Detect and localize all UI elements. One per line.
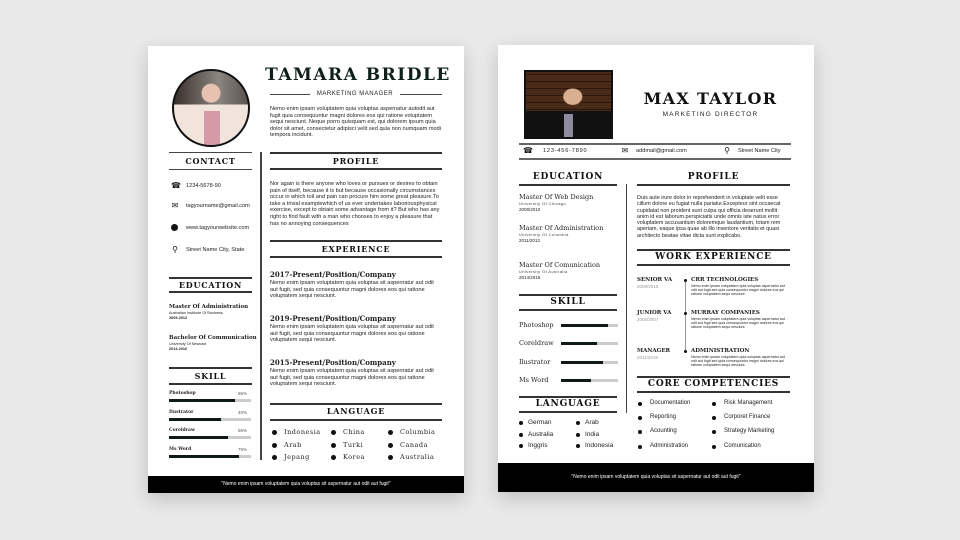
resume-tamara-bridle: [148, 46, 464, 493]
address-text: Street Name City: [738, 148, 781, 154]
bullet-icon: [331, 430, 336, 435]
bullet-icon: [519, 421, 523, 425]
education-years: 2011/2013: [519, 238, 540, 243]
work-text: Nemo enim ipsam voluptatem quia voluptas aspernatur aut odit aut fugit sed quia consequuntur magni dolores eos qui ratione voluptatem sequi nesciunt.: [691, 355, 785, 368]
skill-name: Ms Word: [169, 446, 192, 452]
education-years: 2014-2016: [169, 347, 188, 351]
bullet-icon: [638, 445, 642, 449]
bullet-icon: [272, 455, 277, 460]
skill-name: Coreldraw: [519, 339, 554, 348]
education-degree: Master Of Web Design: [519, 193, 594, 201]
experience-title: 2015-Present/Position/Company: [270, 358, 396, 367]
language-item: Korea: [343, 453, 365, 461]
skill-name: Ms Word: [519, 375, 549, 384]
contact-email: tagyourname@gmail.com: [186, 203, 250, 209]
work-company: CRR TECHNOLOGIES: [691, 277, 759, 283]
bullet-icon: [576, 421, 580, 425]
resume-max-taylor: [498, 45, 814, 492]
language-item: China: [343, 428, 365, 436]
footer-quote: "Nemo enim ipsam voluptatem quia voluptas sit aspernatur aut odit aut fugit": [498, 463, 814, 492]
intro-text: Nemo enim ipsam voluptatem quia voluptas aspernatur autodit aut fugit quia consequuntur magni dolores eos qui ratione voluptatem sequi nesciunt. Neque porro quisquam est, qui dolorem ipsum quia dolor sit amet, consectetur adipisci velit sed quia non numquam modi tempora incidunt.: [270, 106, 442, 139]
work-experience-heading: WORK EXPERIENCE: [655, 252, 772, 262]
education-heading: EDUCATION: [178, 280, 243, 290]
bullet-icon: [712, 445, 716, 449]
contact-address: Street Name City, State: [186, 247, 245, 253]
skill-percent: 75%: [238, 446, 248, 452]
language-item: India: [585, 430, 600, 438]
contact-phone: 1234-5678-90: [186, 183, 221, 189]
profile-text: Nor again is there anyone who loves or pursues or desires to obtain pain of itself, because it is but because occasionally circumstances occur in which toil and pain can procure him some great pleasure.To take a trivial examplewhich of us ever undertakes laboriousphysical exercise, except to obtain some advantage from it? But who has any right to find fault with a man who chooses to enjoy a pleasure that has no annoying consequences: [270, 181, 440, 227]
skill-percent: 65%: [238, 391, 248, 396]
name-heading: TAMARA BRIDLE: [265, 65, 451, 85]
bullet-icon: [576, 444, 580, 448]
education-heading: EDUCATION: [532, 172, 604, 182]
bullet-icon: [638, 416, 642, 420]
work-role: MANAGER: [637, 348, 671, 354]
skill-heading: SKILL: [550, 297, 586, 307]
experience-text: Nemo enim ipsam voluptatem quia voluptas sit aspernatur aut odit aut fugit, sed quia consequuntur magni dolores eos qui ratione voluptatem sequi nesciunt.: [270, 280, 434, 300]
language-item: Canada: [400, 440, 428, 449]
language-item: Arab: [585, 419, 599, 426]
experience-text: Nemo enim ipsam voluptatem quia voluptas sit aspernatur aut odit aut fugit, sed quia consequuntur magni dolores eos qui ratione voluptatem sequi nesciunt.: [270, 324, 434, 344]
bullet-icon: [388, 455, 393, 460]
work-text: Nemo enim ipsam voluptatem quia voluptas aspernatur aut odit aut fugit sed quia consequuntur magni dolores eos qui ratione voluptatem sequi nesciunt.: [691, 284, 785, 297]
education-school: University Of Australia: [519, 269, 568, 274]
competency-item: Strategy Marketing: [724, 428, 775, 435]
bullet-icon: [331, 443, 336, 448]
language-item: Columbia: [400, 428, 436, 436]
skill-percent: 40%: [238, 409, 248, 415]
bullet-icon: [712, 402, 716, 406]
skill-bar: [561, 342, 618, 345]
profile-text: Duis aute irure dolor in reprehenderit in voluptate velit esse cillum dolore eu fugiat nulla pariatur.Excepteur sint occaecat cupidatat non proident sunt culpa qui officia deserunt mollit anim id est laborum.perspiciatis unde omnis iste natus error voluptatem accusantium doloremque laudantium, totam rem aperiam, eaque ipsa quae ab illo inventore veritatis et quasi architecto beatae vitae dicta sunt explicabo.: [637, 195, 781, 239]
mail-icon: ✉: [171, 201, 179, 210]
skill-heading: SKILL: [194, 371, 227, 381]
language-item: Indonesia: [284, 428, 321, 436]
globe-icon: [171, 224, 178, 231]
location-pin-icon: ⚲: [172, 245, 178, 254]
language-item: Inggris: [528, 442, 548, 449]
competency-item: Acounting: [650, 428, 677, 435]
language-item: German: [528, 419, 552, 426]
timeline-dot: [684, 279, 687, 282]
work-role: SENIOR VA: [637, 277, 673, 283]
timeline-dot: [684, 350, 687, 353]
education-school: Australian Institude Of Business: [169, 311, 223, 315]
bullet-icon: [388, 443, 393, 448]
skill-percent: 55%: [238, 428, 248, 433]
language-item: Turki: [343, 440, 364, 449]
education-school: University Of Newcast: [169, 342, 207, 346]
work-years: 2005/2007: [637, 317, 659, 322]
bullet-icon: [576, 433, 580, 437]
bullet-icon: [272, 430, 277, 435]
language-item: Arab: [284, 440, 302, 449]
skill-name: Coreldraw: [169, 428, 195, 433]
bullet-icon: [272, 443, 277, 448]
contact-website: www.tagyourwebsite.com: [186, 225, 250, 231]
skill-name: Ilustrator: [519, 357, 551, 366]
timeline-dot: [684, 312, 687, 315]
phone-icon: ☎: [523, 146, 533, 155]
email-text: addmail@gmail.com: [636, 148, 687, 154]
work-text: Nemo enim ipsam voluptatem quia voluptas aspernatur aut odit aut fugit sed quia consequuntur magni dolores eos qui ratione voluptatem sequi nesciunt.: [691, 317, 785, 330]
skill-bar: [169, 399, 251, 402]
education-years: 2009-2012: [169, 316, 188, 320]
bullet-icon: [519, 444, 523, 448]
experience-title: 2019-Present/Position/Company: [270, 314, 396, 323]
competency-item: Corporet Finance: [724, 414, 771, 421]
education-degree: Master Of Administration: [169, 304, 249, 310]
bullet-icon: [638, 402, 642, 406]
education-degree: Bachelor Of Communication: [169, 335, 257, 341]
skill-bar: [561, 361, 618, 364]
job-title: MARKETING DIRECTOR: [662, 111, 759, 118]
contact-heading: CONTACT: [185, 156, 236, 166]
experience-text: Nemo enim ipsam voluptatem quia voluptas sit aspernatur aut odit aut fugit, sed quia consequuntur magni dolores eos qui ratione voluptatem sequi nesciunt.: [270, 368, 434, 388]
work-years: 2011/2019: [637, 355, 658, 360]
education-years: 2014/2016: [519, 275, 541, 280]
experience-heading: EXPERIENCE: [321, 244, 391, 254]
competency-item: Risk Management: [724, 400, 773, 406]
profile-photo: [524, 70, 613, 139]
skill-bar: [561, 324, 618, 327]
bullet-icon: [519, 433, 523, 437]
experience-title: 2017-Present/Position/Company: [270, 270, 396, 279]
skill-name: Photoshop: [519, 321, 554, 329]
education-years: 2008/2010: [519, 207, 541, 212]
education-school: University Of Chicago: [519, 201, 567, 206]
mail-icon: ✉: [621, 146, 629, 155]
phone-icon: ☎: [171, 181, 181, 190]
bullet-icon: [638, 430, 642, 434]
language-item: Jepang: [284, 453, 310, 461]
profile-photo: [172, 69, 250, 147]
language-item: Indonesia: [585, 442, 614, 449]
work-role: JUNIOR VA: [637, 310, 672, 316]
location-pin-icon: ⚲: [724, 146, 730, 155]
work-company: MURRAY COMPANIES: [691, 310, 760, 316]
language-item: Australia: [528, 430, 554, 438]
footer-quote: "Nemo enim ipsam voluptatem quia voluptas sit aspernatur aut odit aut fugit": [148, 476, 464, 493]
bullet-icon: [388, 430, 393, 435]
bullet-icon: [712, 416, 716, 420]
job-title: MARKETING MANAGER: [316, 91, 394, 97]
competency-item: Reporting: [650, 414, 677, 421]
phone-text: 123-456-7890: [543, 148, 588, 154]
competency-item: Documentation: [650, 400, 691, 406]
language-item: Australia: [400, 453, 435, 461]
competency-item: Administration: [650, 442, 689, 449]
core-competencies-heading: CORE COMPETENCIES: [647, 379, 780, 389]
profile-heading: PROFILE: [332, 156, 380, 166]
education-degree: Master Of Administration: [519, 224, 604, 232]
name-heading: MAX TAYLOR: [643, 89, 778, 108]
competency-item: Comunication: [724, 442, 761, 449]
language-heading: LANGUAGE: [535, 399, 601, 409]
work-years: 2008/2010: [637, 284, 659, 289]
education-degree: Master Of Comunication: [519, 261, 601, 269]
skill-name: Ilustrator: [169, 409, 194, 415]
skill-name: Photoshop: [169, 391, 196, 396]
skill-bar: [169, 418, 251, 421]
profile-heading: PROFILE: [687, 172, 740, 182]
education-school: University Of Columbia: [519, 232, 569, 237]
skill-bar: [169, 455, 251, 458]
language-heading: LANGUAGE: [326, 406, 386, 416]
bullet-icon: [712, 430, 716, 434]
skill-bar: [169, 436, 251, 439]
work-company: ADMINISTRATION: [691, 348, 750, 354]
skill-bar: [561, 379, 618, 382]
bullet-icon: [331, 455, 336, 460]
